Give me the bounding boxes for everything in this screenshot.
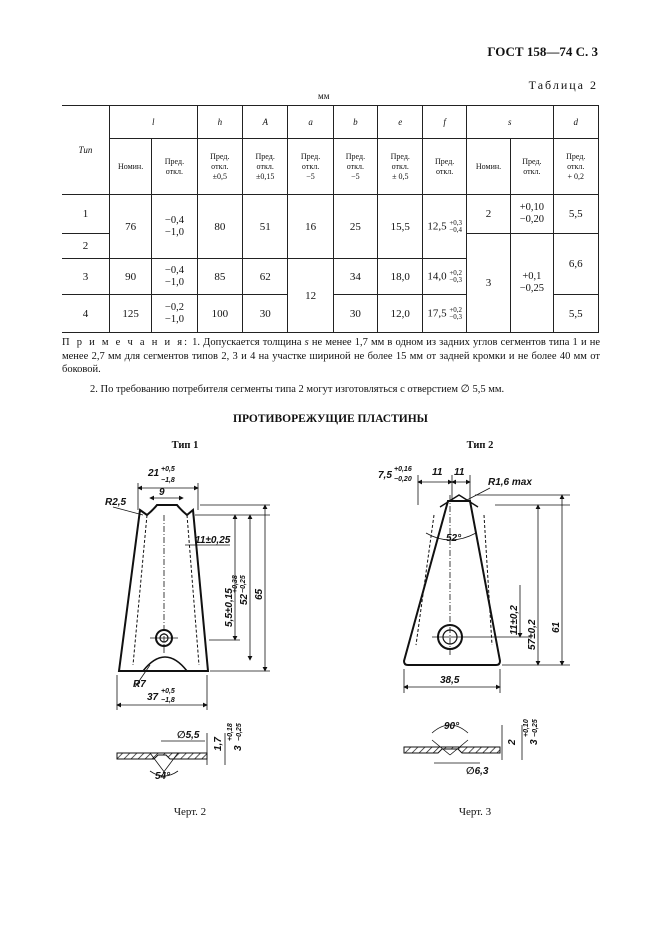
f-cell: 12,5 +0,3 −0,4 [423,195,466,259]
e-cell: 15,5 [378,195,423,259]
type-cell: 4 [62,295,109,333]
h-tol-header: Пред. откл. ±0,5 [197,139,242,195]
dim-height: 65 [254,588,265,600]
s-nom-cell: 3 [466,234,510,333]
dim-thk2: 3 [233,745,244,751]
dim-thk3-lo: −0,25 [532,719,539,737]
dim-top-width-up: +0,5 [161,466,175,473]
dim-height-52: 52 [239,593,250,605]
A-cell: 30 [243,295,288,333]
A-cell: 62 [243,259,288,295]
dim-bottom-w: 38,5 [440,675,460,686]
s-nom-cell: 2 [466,195,510,234]
col-e: e [378,106,423,139]
figure-caption-2: Черт. 2 [173,806,207,818]
type2-label: Тип 2 [466,440,494,451]
d-cell: 5,5 [553,195,598,234]
dim-thk3: 3 [529,739,540,745]
col-s: s [466,106,553,139]
f-cell: 17,5 +0,2 −0,3 [423,295,466,333]
type-cell: 2 [62,234,109,259]
col-f: f [423,106,466,139]
b-tol-header: Пред. откл. −5 [333,139,377,195]
plate-outline [404,495,500,665]
figure-caption-3: Черт. 3 [458,806,492,818]
dim-height-52-up: +0,38 [232,575,239,593]
d-cell: 5,5 [553,295,598,333]
l-nom-cell: 76 [109,195,151,259]
dim-angle: 54° [155,771,171,782]
A-tol-header: Пред. откл. ±0,15 [243,139,288,195]
b-cell: 25 [333,195,377,259]
type1-drawing [95,455,295,795]
notes [62,336,600,396]
notes-lead: П р и м е ч а н и я: [62,337,189,348]
dim-hole-d: ∅6,3 [466,766,489,777]
type-cell: 3 [62,259,109,295]
d-tol-header: Пред. откл. + 0,2 [553,139,598,195]
f-tol-header: Пред. откл. [423,139,466,195]
type-header: Тип [62,106,109,195]
dim-angle90: 90° [444,721,460,732]
dim-tip: 7,5 [378,470,392,481]
h-cell: 85 [197,259,242,295]
section-view [404,725,522,763]
b-cell: 30 [333,295,377,333]
l-tol-cell: −0,2 −1,0 [152,295,197,333]
dimensions-table [62,105,599,333]
dim-bottom-w-lo: −1,8 [161,697,175,704]
table-caption: Таблица 2 [528,78,598,92]
header-row-letters [62,106,599,139]
dim-hole-d: ∅5,5 [177,730,200,741]
f-cell: 14,0 +0,2 −0,3 [423,259,466,295]
dim-hole-pos: 5,5±0,15 [224,588,235,627]
dimension-lines [404,475,570,693]
dim-corner-r: R2,5 [105,497,127,508]
l-tol-cell: −0,4 −1,0 [152,195,197,259]
hole [150,515,178,655]
dim-r-max: R1,6 max [488,477,532,488]
type2-drawing [370,455,595,795]
dim-top-inner: 9 [159,487,165,498]
hole [432,495,470,655]
col-h: h [197,106,242,139]
l-tol-header: Пред. откл. [152,139,197,195]
dim-top-width: 21 [148,468,160,479]
col-A: A [243,106,288,139]
note-2: 2. По требованию потребителя сегменты типа 2 могут изготовляться с отверстием ∅ 5,5 мм. [90,383,505,395]
e-cell: 18,0 [378,259,423,295]
col-b: b [333,106,377,139]
h-cell: 100 [197,295,242,333]
a-tol-header: Пред. откл. −5 [288,139,333,195]
dim-top-width-lo: −1,8 [161,477,175,484]
dim-h57: 57±0,2 [527,619,538,650]
l-nom-cell: 90 [109,259,151,295]
table-row [62,195,599,234]
note-1: П р и м е ч а н и я: 1. Допускается толщина s не менее 1,7 мм в одном из задних углов сегментов типа 1 и не менее 2,7 мм для сегментов типов 2, 3 и 4 на участке шириной не более 15 мм от задней кромки и не более 40 мм от боковой. [62,337,600,375]
dim-thk3-up: +0,10 [523,719,530,737]
l-nomin-header: Номин. [109,139,151,195]
d-cell: 6,6 [553,234,598,295]
dim-tip-lo: −0,20 [394,476,412,483]
dim-w1: 11 [432,467,443,478]
s-nomin-header: Номин. [466,139,510,195]
section-title: ПРОТИВОРЕЖУЩИЕ ПЛАСТИНЫ [233,413,428,425]
a-cell: 16 [288,195,333,259]
dim-height: 61 [551,621,562,633]
dim-thk: 2 [507,739,518,745]
dim-bottom-w: 37 [147,692,159,703]
dim-bottom-w-up: +0,5 [161,688,175,695]
header-row-sub [62,139,599,195]
dim-w2: 11 [454,467,465,478]
unit-label: мм [318,91,330,101]
dim-land: 11±0,25 [195,535,231,546]
A-cell: 51 [243,195,288,259]
col-a: a [288,106,333,139]
s-tol-header: Пред. откл. [511,139,553,195]
dim-thk2-up: +0,18 [227,723,234,741]
e-cell: 12,0 [378,295,423,333]
dim-thk2-lo: −0,25 [236,723,243,741]
s-tol-cell: +0,1 −0,25 [511,234,553,333]
h-cell: 80 [197,195,242,259]
s-tol-cell: +0,10 −0,20 [511,195,553,234]
dim-tip-up: +0,16 [394,466,412,473]
a-cell: 12 [288,259,333,333]
dim-angle-top: 52° [446,533,462,544]
type-cell: 1 [62,195,109,234]
l-tol-cell: −0,4 −1,0 [152,259,197,295]
b-cell: 34 [333,259,377,295]
col-d: d [553,106,598,139]
dim-bottom-r: R7 [133,679,146,690]
dim-height-52-lo: −0,25 [240,575,247,593]
section-view [117,733,225,776]
e-tol-header: Пред. откл. ± 0,5 [378,139,423,195]
col-l: l [109,106,197,139]
type1-label: Тип 1 [171,440,199,451]
dim-thk1: 1,7 [213,737,224,751]
page-header: ГОСТ 158—74 С. 3 [487,44,598,59]
l-nom-cell: 125 [109,295,151,333]
dim-hole-pos: 11±0,2 [509,605,520,635]
